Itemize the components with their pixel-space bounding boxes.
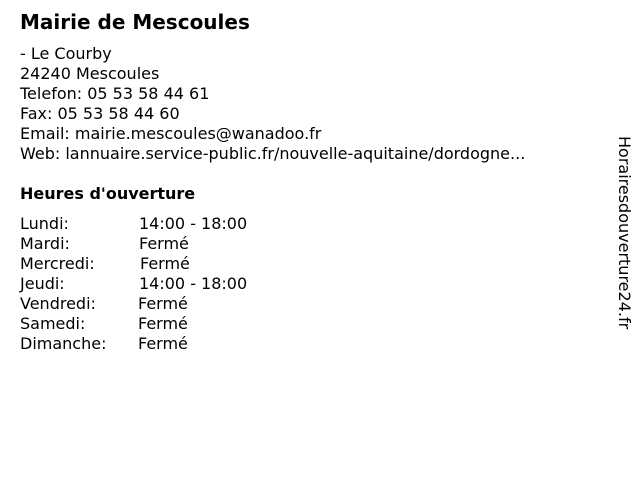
day-label: Vendredi: [20, 294, 96, 313]
time-value: Fermé [138, 334, 188, 353]
web-line: Web: lannuaire.service-public.fr/nouvelle-aquitaine/dordogne... [20, 144, 526, 163]
page-title: Mairie de Mescoules [20, 10, 250, 34]
day-label: Dimanche: [20, 334, 107, 353]
time-value: Fermé [138, 294, 188, 313]
city-line: 24240 Mescoules [20, 64, 160, 83]
time-value: Fermé [138, 314, 188, 333]
fax-line: Fax: 05 53 58 44 60 [20, 104, 180, 123]
time-value: 14:00 - 18:00 [139, 214, 248, 233]
day-label: Lundi: [20, 214, 69, 233]
time-value: Fermé [140, 254, 190, 273]
email-line: Email: mairie.mescoules@wanadoo.fr [20, 124, 322, 143]
time-value: Fermé [139, 234, 189, 253]
day-label: Mardi: [20, 234, 70, 253]
site-watermark: Horairesdouverture24.fr [615, 136, 634, 330]
opening-hours-heading: Heures d'ouverture [20, 184, 196, 203]
day-label: Jeudi: [20, 274, 65, 293]
day-label: Samedi: [20, 314, 86, 333]
address-block [20, 44, 525, 164]
street-line: - Le Courby [20, 44, 112, 63]
phone-line: Telefon: 05 53 58 44 61 [20, 84, 210, 103]
time-value: 14:00 - 18:00 [139, 274, 248, 293]
day-label: Mercredi: [20, 254, 95, 273]
